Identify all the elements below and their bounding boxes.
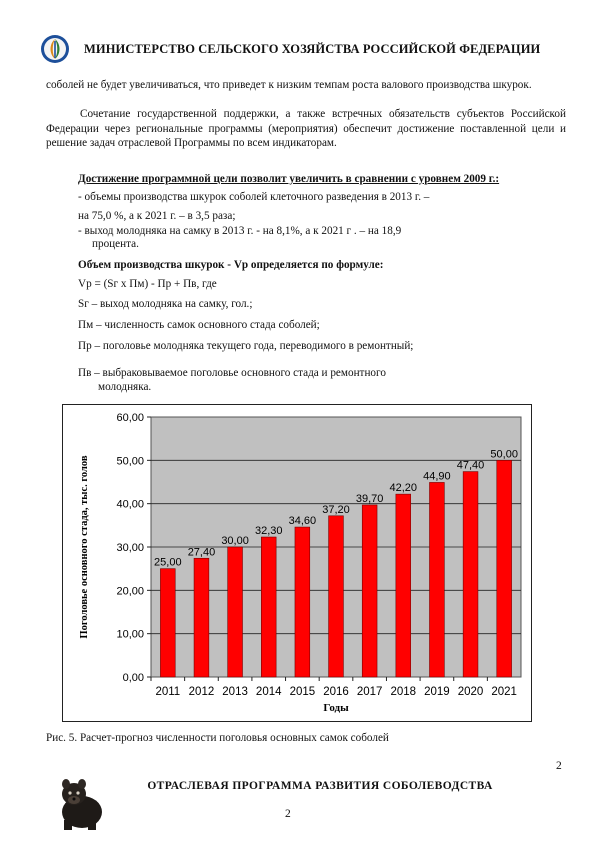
x-tick-label: 2020 xyxy=(457,686,484,698)
bar xyxy=(228,547,243,677)
goal-item-2-cont: процента. xyxy=(92,238,139,250)
bar-value-label: 34,60 xyxy=(288,515,317,528)
goal-item-2: - выход молодняка на самку в 2013 г. - на 8,1%, а к 2021 г . – на 18,9 xyxy=(78,225,402,237)
bar xyxy=(160,569,175,677)
x-tick-label: 2014 xyxy=(255,686,282,698)
paragraph-continuation: соболей не будет увеличиваться, что приведет к низким темпам роста валового производства шкурок. xyxy=(46,79,532,91)
formula-expression: Vр = (Sг х Пм) - Пр + Пв, где xyxy=(78,278,217,290)
bar xyxy=(430,482,445,677)
ministry-emblem-icon xyxy=(40,34,70,64)
bar xyxy=(329,516,344,677)
bar-value-label: 39,70 xyxy=(355,492,384,505)
bar-chart-svg xyxy=(63,405,533,723)
goal-item-1-cont: на 75,0 %, а к 2021 г. – в 3,5 раза; xyxy=(78,210,236,222)
goals-heading: Достижение программной цели позволит увеличить в сравнении с уровнем 2009 г.: xyxy=(78,173,500,185)
bar xyxy=(194,558,209,677)
bar-value-label: 30,00 xyxy=(221,535,249,547)
y-tick-label: 0,00 xyxy=(122,672,144,684)
sable-photo-icon xyxy=(52,772,108,832)
paragraph-support: Сочетание государственной поддержки, а также встречных обязательств субъектов Российской Федерации через региональные программы (мероприятия) обеспечит достижение поставленной цели и решение задач отраслевой Программы по всем индикаторам. xyxy=(46,108,566,150)
bar xyxy=(261,537,276,677)
y-tick-label: 10,00 xyxy=(116,628,144,641)
bar-value-label: 25,00 xyxy=(154,556,182,569)
y-tick-label: 20,00 xyxy=(116,585,144,598)
bar-value-label: 50,00 xyxy=(490,448,518,461)
x-tick-label: 2017 xyxy=(356,686,383,698)
y-tick-label: 30,00 xyxy=(116,542,144,554)
bar xyxy=(497,460,512,677)
bar-chart xyxy=(62,404,532,722)
figure-caption: Рис. 5. Расчет-прогноз численности поголовья основных самок соболей xyxy=(46,732,389,744)
x-tick-label: 2019 xyxy=(424,686,450,698)
x-tick-label: 2016 xyxy=(323,686,349,698)
x-tick-label: 2012 xyxy=(188,686,215,698)
y-tick-label: 40,00 xyxy=(116,498,144,511)
definition-pr: Пр – поголовье молодняка текущего года, переводимого в ремонтный; xyxy=(78,340,414,352)
y-tick-label: 50,00 xyxy=(116,455,144,468)
y-tick-label: 60,00 xyxy=(116,412,144,424)
bar-value-label: 47,40 xyxy=(456,459,485,472)
bar-value-label: 32,30 xyxy=(254,525,283,538)
bar-value-label: 42,20 xyxy=(389,482,418,495)
footer-program-title: ОТРАСЛЕВАЯ ПРОГРАММА РАЗВИТИЯ СОБОЛЕВОДСТВА xyxy=(147,780,493,792)
definition-sg: Sг – выход молодняка на самку, гол.; xyxy=(78,298,253,310)
formula-heading: Объем производства шкурок - Vр определяется по формуле: xyxy=(78,259,384,271)
page-number-right: 2 xyxy=(556,760,562,772)
bar xyxy=(362,505,377,677)
x-tick-label: 2021 xyxy=(491,686,517,698)
bar xyxy=(295,527,310,677)
bar xyxy=(463,472,478,677)
definition-pv-cont: молодняка. xyxy=(98,381,152,393)
bar xyxy=(396,494,411,677)
page-number-bottom: 2 xyxy=(285,808,291,820)
x-tick-label: 2018 xyxy=(390,686,417,698)
bar-value-label: 44,90 xyxy=(423,470,451,483)
bar-value-label: 27,40 xyxy=(187,546,216,559)
goal-item-1: - объемы производства шкурок соболей клеточного разведения в 2013 г. – xyxy=(78,191,430,203)
header-title: МИНИСТЕРСТВО СЕЛЬСКОГО ХОЗЯЙСТВА РОССИЙСКОЙ ФЕДЕРАЦИИ xyxy=(84,41,541,56)
x-axis-title: Годы xyxy=(323,702,349,714)
y-axis-title: Поголовье основного стада, тыс. голов xyxy=(79,455,90,639)
definition-pm: Пм – численность самок основного стада соболей; xyxy=(78,319,320,331)
page-header xyxy=(40,32,570,66)
x-tick-label: 2013 xyxy=(222,686,248,698)
x-tick-label: 2011 xyxy=(155,686,181,698)
definition-pv: Пв – выбраковываемое поголовье основного стада и ремонтного xyxy=(78,367,386,379)
bar-value-label: 37,20 xyxy=(322,503,350,516)
x-tick-label: 2015 xyxy=(289,686,316,698)
